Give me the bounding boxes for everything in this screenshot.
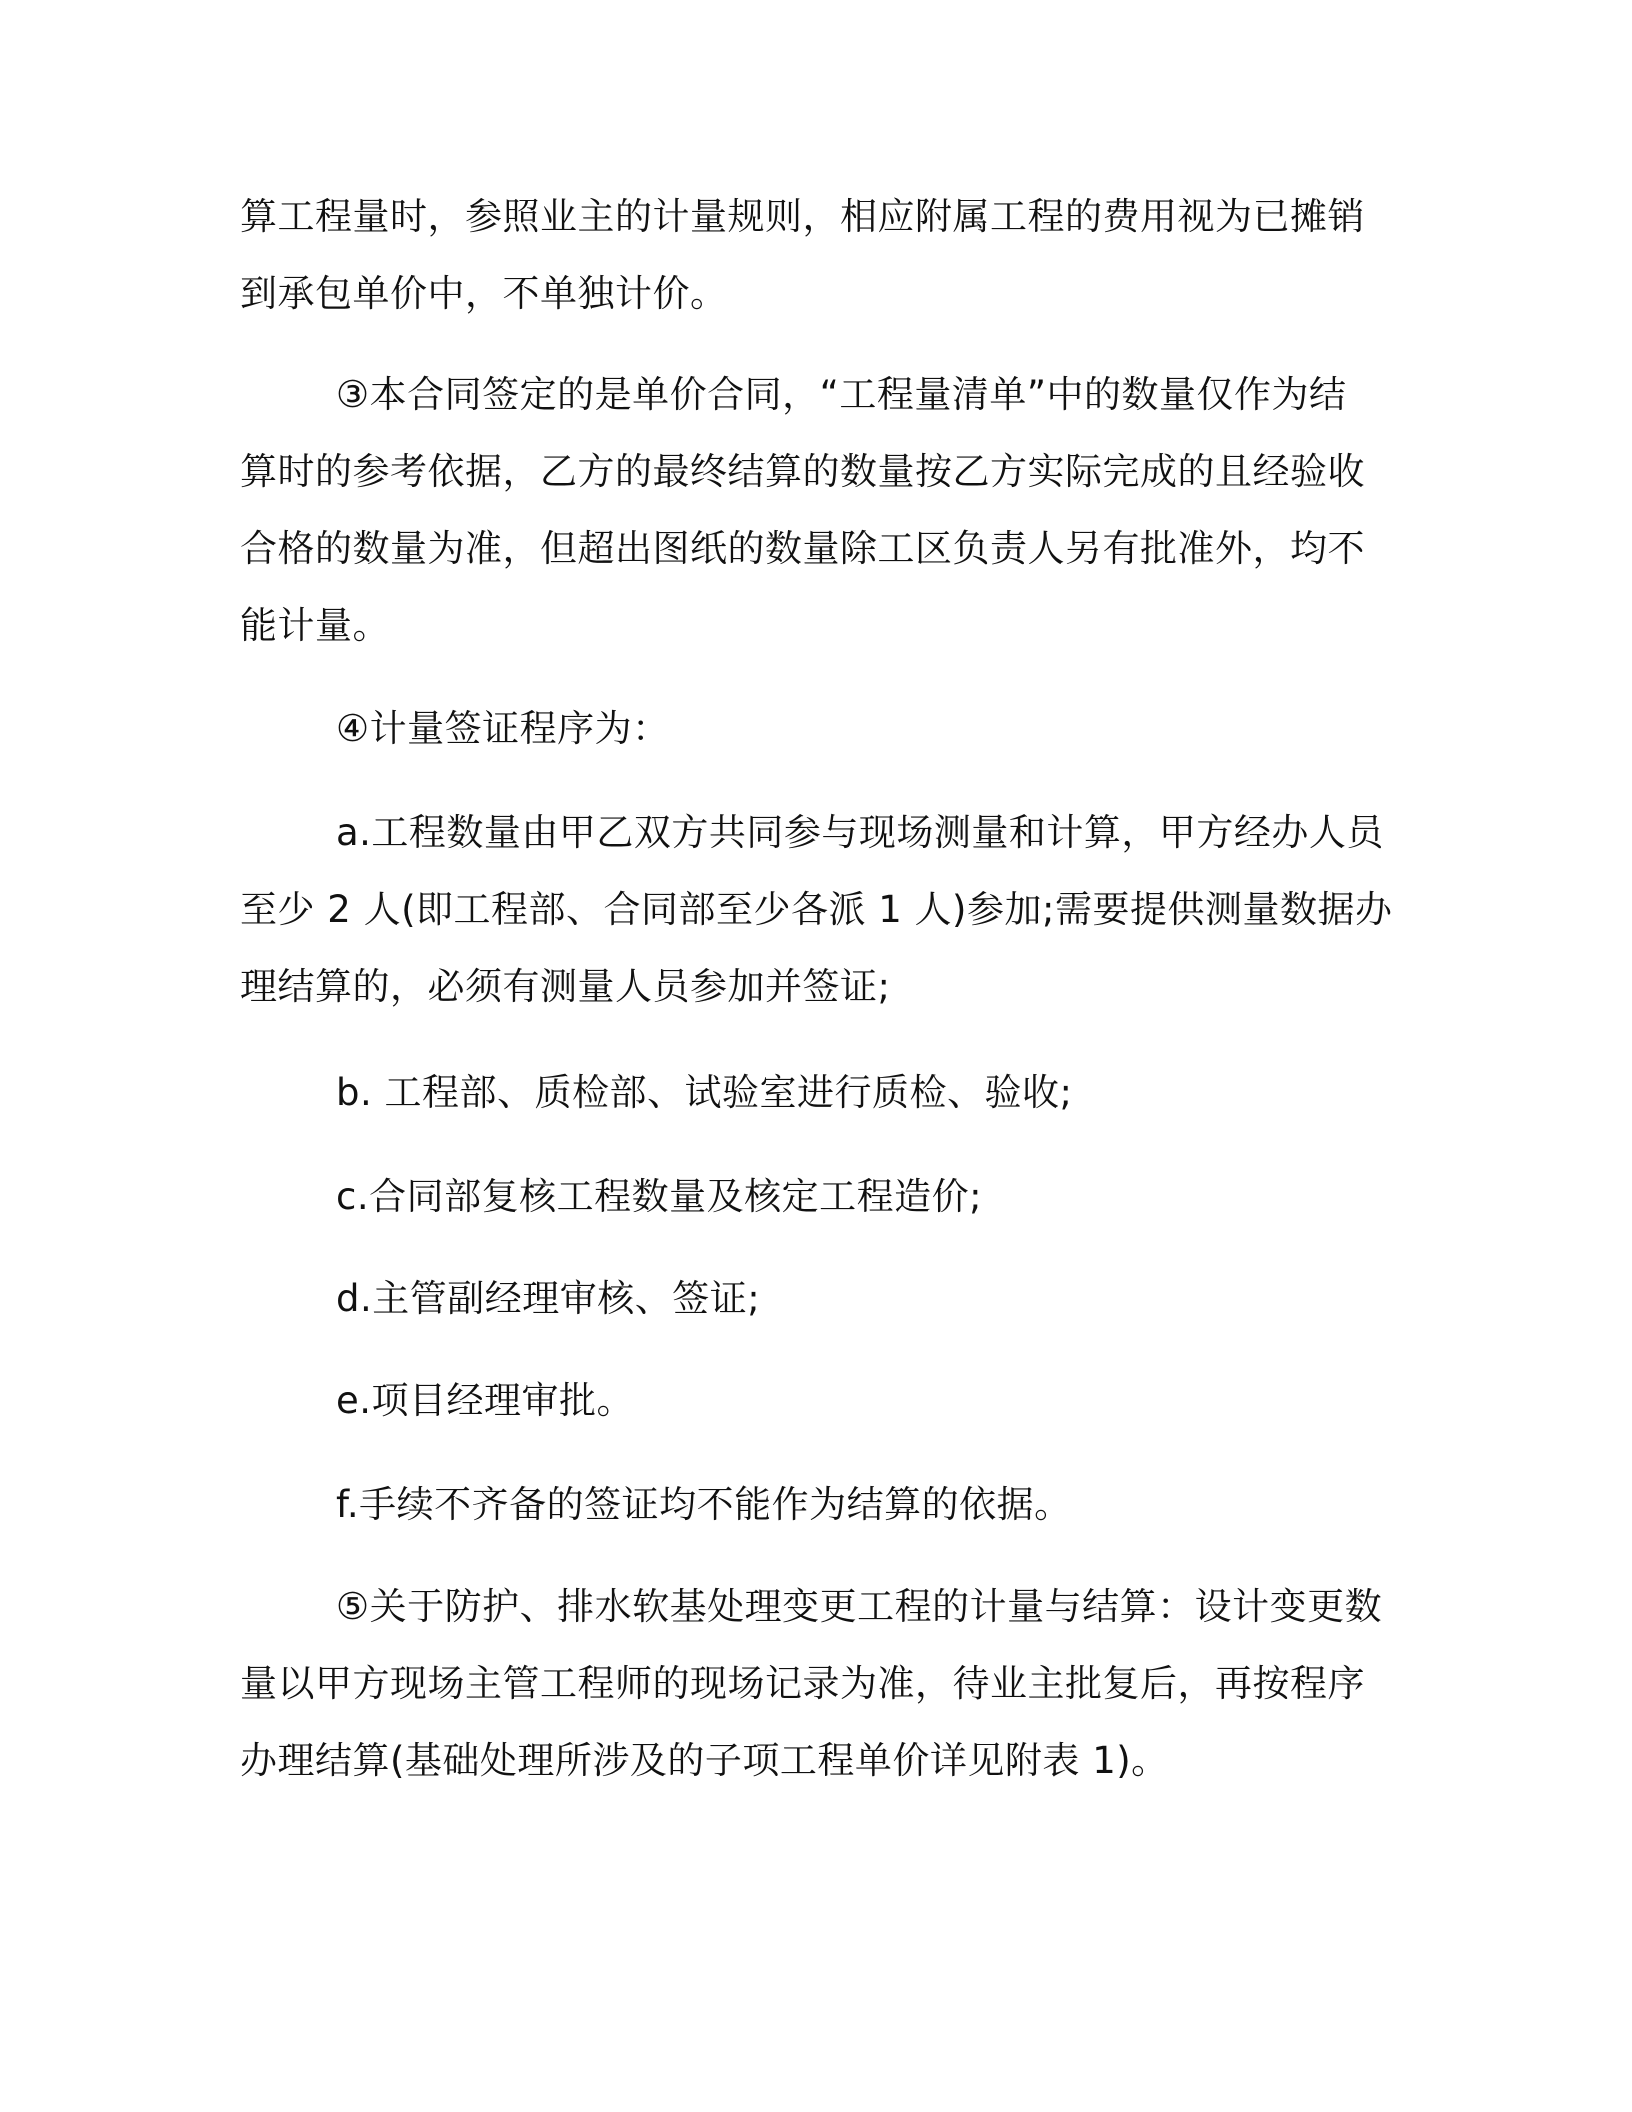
paragraph-line: 理结算的，必须有测量人员参加并签证;	[240, 965, 891, 1008]
paragraph-item-b	[240, 1054, 1380, 1131]
paragraph-item-a	[240, 794, 1393, 1025]
paragraph-line: 至少 2 人(即工程部、合同部至少各派 1 人)参加;需要提供测量数据办	[240, 888, 1393, 931]
paragraph-line: 合格的数量为准，但超出图纸的数量除工区负责人另有批准外，均不	[240, 527, 1365, 570]
paragraph-item-d	[240, 1260, 1380, 1337]
paragraph-line: ③本合同签定的是单价合同，“工程量清单”中的数量仅作为结	[336, 373, 1347, 416]
paragraph-line: 到承包单价中，不单独计价。	[240, 272, 728, 315]
paragraph-line: ④计量签证程序为：	[336, 707, 670, 750]
paragraph-line: 算时的参考依据，乙方的最终结算的数量按乙方实际完成的且经验收	[240, 450, 1365, 493]
paragraph-line: 算工程量时，参照业主的计量规则，相应附属工程的费用视为已摊销	[240, 195, 1365, 238]
paragraph-line: a.工程数量由甲乙双方共同参与现场测量和计算，甲方经办人员	[336, 811, 1384, 854]
paragraph-continuation	[240, 178, 1380, 332]
paragraph-line: b. 工程部、质检部、试验室进行质检、验收;	[336, 1071, 1073, 1114]
paragraph-line: f.手续不齐备的签证均不能作为结算的依据。	[336, 1483, 1072, 1526]
paragraph-line: c.合同部复核工程数量及核定工程造价;	[336, 1175, 983, 1218]
paragraph-item-4	[240, 690, 1380, 767]
paragraph-item-f	[240, 1466, 1380, 1543]
paragraph-line: 能计量。	[240, 604, 390, 647]
paragraph-item-5	[240, 1568, 1383, 1799]
paragraph-item-c	[240, 1158, 1380, 1235]
paragraph-line: e.项目经理审批。	[336, 1379, 635, 1422]
paragraph-item-3	[240, 356, 1380, 664]
paragraph-line: ⑤关于防护、排水软基处理变更工程的计量与结算：设计变更数	[336, 1585, 1383, 1628]
paragraph-line: 办理结算(基础处理所涉及的子项工程单价详见附表 1)。	[240, 1739, 1169, 1782]
paragraph-item-e	[240, 1362, 1380, 1439]
paragraph-line: d.主管副经理审核、签证;	[336, 1277, 761, 1320]
paragraph-line: 量以甲方现场主管工程师的现场记录为准，待业主批复后，再按程序	[240, 1662, 1365, 1705]
